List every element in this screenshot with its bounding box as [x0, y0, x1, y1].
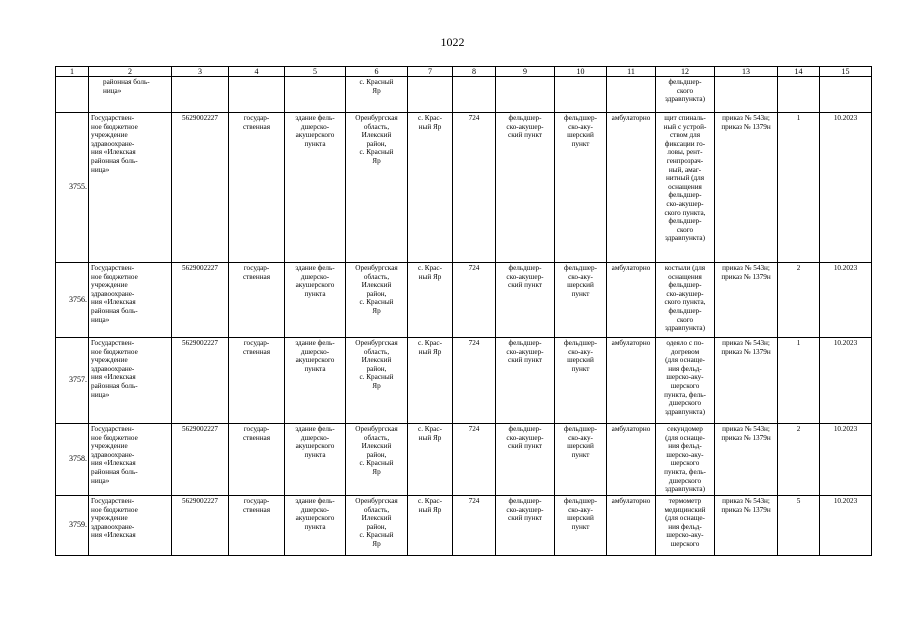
- cell-building: [285, 77, 346, 113]
- cell-code: 724: [453, 424, 496, 496]
- table-row: [56, 263, 872, 338]
- column-header: 10: [555, 67, 607, 77]
- cell-mode: амбулаторно: [607, 424, 656, 496]
- cell-quantity: 1: [778, 338, 820, 424]
- cell-code: 724: [453, 496, 496, 556]
- column-header: 13: [715, 67, 778, 77]
- cell-address: Оренбургская область, Илекский район, с. Красный Яр: [346, 263, 408, 338]
- cell-unit: фельдшер- ско-акушер- ский пункт: [496, 496, 555, 556]
- cell-mode: амбулаторно: [607, 338, 656, 424]
- column-header: 12: [656, 67, 715, 77]
- column-header: 15: [820, 67, 872, 77]
- cell-ownership: [229, 77, 285, 113]
- cell-locality: с. Крас- ный Яр: [408, 338, 453, 424]
- cell-order: приказ № 543н; приказ № 1379н: [715, 424, 778, 496]
- cell-inn: 5629002227: [172, 338, 229, 424]
- cell-order: приказ № 543н; приказ № 1379н: [715, 496, 778, 556]
- cell-ownership: государ- ственная: [229, 424, 285, 496]
- cell-code: 724: [453, 338, 496, 424]
- column-header: 11: [607, 67, 656, 77]
- cell-equipment: щит спиналь- ный с устрой- ством для фиксации го- ловы, рент- генпрозрач- ный, амаг- нитный (для оснащения фельдшер- ско-акушер- ского пункта, фельдшер- ского здравпункта): [656, 113, 715, 263]
- cell-unit-type: фельдшер- ско-аку- шерский пункт: [555, 496, 607, 556]
- cell-mode: амбулаторно: [607, 113, 656, 263]
- cell-inn: 5629002227: [172, 113, 229, 263]
- column-header: 1: [56, 67, 89, 77]
- cell-num: 3757.: [56, 338, 89, 424]
- cell-quantity: 2: [778, 263, 820, 338]
- column-header: 14: [778, 67, 820, 77]
- cell-inn: [172, 77, 229, 113]
- cell-equipment: фельдшер- ского здравпункта): [656, 77, 715, 113]
- cell-unit: фельдшер- ско-акушер- ский пункт: [496, 338, 555, 424]
- cell-ownership: государ- ственная: [229, 338, 285, 424]
- cell-locality: с. Крас- ный Яр: [408, 113, 453, 263]
- cell-ownership: государ- ственная: [229, 113, 285, 263]
- table-row: [56, 496, 872, 556]
- cell-building: здание фель- дшерско- акушерского пункта: [285, 424, 346, 496]
- cell-mode: амбулаторно: [607, 263, 656, 338]
- cell-equipment: костыли (для оснащения фельдшер- ско-акушер- ского пункта, фельдшер- ского здравпункта): [656, 263, 715, 338]
- table-row: [56, 338, 872, 424]
- cell-address: с. Красный Яр: [346, 77, 408, 113]
- cell-org: районная боль- ница»: [89, 77, 172, 113]
- cell-address: Оренбургская область, Илекский район, с. Красный Яр: [346, 424, 408, 496]
- cell-date: 10.2023: [820, 338, 872, 424]
- cell-unit: фельдшер- ско-акушер- ский пункт: [496, 263, 555, 338]
- cell-num: 3755.: [56, 113, 89, 263]
- cell-date: 10.2023: [820, 496, 872, 556]
- cell-inn: 5629002227: [172, 496, 229, 556]
- cell-inn: 5629002227: [172, 424, 229, 496]
- cell-unit: [496, 77, 555, 113]
- cell-order: приказ № 543н; приказ № 1379н: [715, 263, 778, 338]
- cell-date: 10.2023: [820, 424, 872, 496]
- cell-building: здание фель- дшерско- акушерского пункта: [285, 338, 346, 424]
- column-header: 5: [285, 67, 346, 77]
- cell-code: 724: [453, 263, 496, 338]
- cell-order: приказ № 543н; приказ № 1379н: [715, 113, 778, 263]
- cell-building: здание фель- дшерско- акушерского пункта: [285, 496, 346, 556]
- cell-locality: [408, 77, 453, 113]
- cell-num: 3759.: [56, 496, 89, 556]
- cell-date: [820, 77, 872, 113]
- cell-unit-type: [555, 77, 607, 113]
- cell-address: Оренбургская область, Илекский район, с. Красный Яр: [346, 496, 408, 556]
- cell-date: 10.2023: [820, 263, 872, 338]
- cell-order: [715, 77, 778, 113]
- cell-code: 724: [453, 113, 496, 263]
- cell-locality: с. Крас- ный Яр: [408, 496, 453, 556]
- page-number: 1022: [440, 35, 465, 49]
- cell-address: Оренбургская область, Илекский район, с. Красный Яр: [346, 338, 408, 424]
- cell-org: Государствен- ное бюджетное учреждение здравоохране- ния «Илекская районная боль- ница»: [89, 263, 172, 338]
- cell-unit-type: фельдшер- ско-аку- шерский пункт: [555, 263, 607, 338]
- column-header: 4: [229, 67, 285, 77]
- cell-code: [453, 77, 496, 113]
- table-row: [56, 424, 872, 496]
- cell-mode: амбулаторно: [607, 496, 656, 556]
- cell-org: Государствен- ное бюджетное учреждение здравоохране- ния «Илекская: [89, 496, 172, 556]
- cell-ownership: государ- ственная: [229, 496, 285, 556]
- column-header: 2: [89, 67, 172, 77]
- column-header: 7: [408, 67, 453, 77]
- cell-locality: с. Крас- ный Яр: [408, 424, 453, 496]
- cell-building: здание фель- дшерско- акушерского пункта: [285, 263, 346, 338]
- cell-inn: 5629002227: [172, 263, 229, 338]
- cell-building: здание фель- дшерско- акушерского пункта: [285, 113, 346, 263]
- cell-num: [56, 77, 89, 113]
- cell-quantity: 2: [778, 424, 820, 496]
- column-header: 3: [172, 67, 229, 77]
- cell-num: 3758.: [56, 424, 89, 496]
- cell-unit-type: фельдшер- ско-аку- шерский пункт: [555, 424, 607, 496]
- register-table: [55, 66, 872, 556]
- cell-locality: с. Крас- ный Яр: [408, 263, 453, 338]
- cell-unit-type: фельдшер- ско-аку- шерский пункт: [555, 338, 607, 424]
- column-header: 8: [453, 67, 496, 77]
- cell-org: Государствен- ное бюджетное учреждение здравоохране- ния «Илекская районная боль- ница»: [89, 424, 172, 496]
- cell-address: Оренбургская область, Илекский район, с. Красный Яр: [346, 113, 408, 263]
- cell-date: 10.2023: [820, 113, 872, 263]
- table-row: [56, 113, 872, 263]
- cell-ownership: государ- ственная: [229, 263, 285, 338]
- column-header: 9: [496, 67, 555, 77]
- cell-quantity: 5: [778, 496, 820, 556]
- cell-unit: фельдшер- ско-акушер- ский пункт: [496, 424, 555, 496]
- cell-mode: [607, 77, 656, 113]
- cell-quantity: 1: [778, 113, 820, 263]
- cell-unit-type: фельдшер- ско-аку- шерский пункт: [555, 113, 607, 263]
- cell-unit: фельдшер- ско-акушер- ский пункт: [496, 113, 555, 263]
- cell-quantity: [778, 77, 820, 113]
- column-number-row: [56, 67, 872, 77]
- cell-num: 3756.: [56, 263, 89, 338]
- cell-equipment: секундомер (для оснаще- ния фельд- шерско-аку- шерского пункта, фель- дшерского здравпункта): [656, 424, 715, 496]
- cell-equipment: одеяло с по- догревом (для оснаще- ния фельд- шерско-аку- шерского пункта, фель- дшерского здравпункта): [656, 338, 715, 424]
- cell-org: Государствен- ное бюджетное учреждение здравоохране- ния «Илекская районная боль- ница»: [89, 113, 172, 263]
- column-header: 6: [346, 67, 408, 77]
- cell-org: Государствен- ное бюджетное учреждение здравоохране- ния «Илекская районная боль- ница»: [89, 338, 172, 424]
- continuation-row: [56, 77, 872, 113]
- cell-equipment: термометр медицинский (для оснаще- ния фельд- шерско-аку- шерского: [656, 496, 715, 556]
- cell-order: приказ № 543н; приказ № 1379н: [715, 338, 778, 424]
